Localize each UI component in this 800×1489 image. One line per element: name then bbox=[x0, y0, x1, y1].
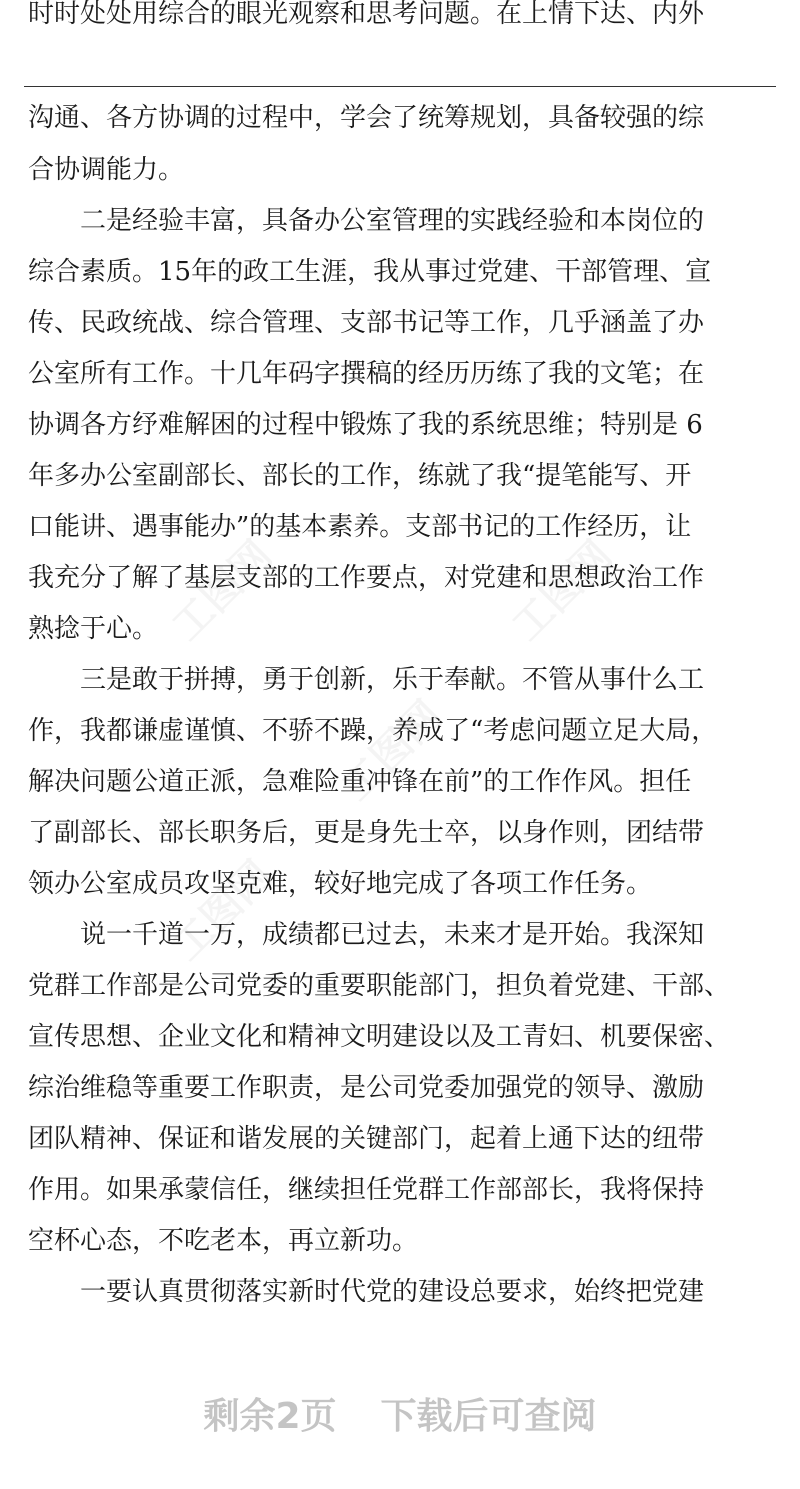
text-line: 解决问题公道正派，急难险重冲锋在前”的工作作风。担任 bbox=[28, 767, 692, 797]
text-line: 传、民政统战、综合管理、支部书记等工作，几乎涵盖了办 bbox=[28, 308, 705, 338]
text-line: 我充分了解了基层支部的工作要点，对党建和思想政治工作 bbox=[28, 563, 705, 593]
text-line: 协调各方纾难解困的过程中锻炼了我的系统思维；特别是 6 bbox=[28, 410, 703, 440]
text-line: 领办公室成员攻坚克难，较好地完成了各项工作任务。 bbox=[28, 869, 653, 899]
text-line: 沟通、各方协调的过程中，学会了统筹规划，具备较强的综 bbox=[28, 103, 705, 133]
text-line: 作用。如果承蒙信任，继续担任党群工作部部长，我将保持 bbox=[28, 1175, 705, 1205]
text-line: 三是敢于拼搏，勇于创新，乐于奉献。不管从事什么工 bbox=[28, 665, 705, 695]
text-line: 熟捻于心。 bbox=[28, 614, 159, 644]
text-line: 了副部长、部长职务后，更是身先士卒，以身作则，团结带 bbox=[28, 818, 705, 848]
text-line: 公室所有工作。十几年码字撰稿的经历历练了我的文笔；在 bbox=[28, 359, 705, 389]
text-line-top: 时时处处用综合的眼光观察和思考问题。在上情下达、内外 bbox=[28, 0, 705, 29]
text-line: 年多办公室副部长、部长的工作，练就了我“提笔能写、开 bbox=[28, 461, 692, 491]
text-line: 党群工作部是公司党委的重要职能部门，担负着党建、干部、 bbox=[28, 971, 731, 1001]
download-to-view-label: 下载后可查阅 bbox=[380, 1396, 597, 1437]
text-line: 团队精神、保证和谐发展的关键部门，起着上通下达的纽带 bbox=[28, 1124, 705, 1154]
download-prompt[interactable] bbox=[0, 1388, 800, 1439]
text-line: 宣传思想、企业文化和精神文明建设以及工青妇、机要保密、 bbox=[28, 1022, 731, 1052]
text-line: 合协调能力。 bbox=[28, 155, 185, 185]
text-line: 空杯心态，不吃老本，再立新功。 bbox=[28, 1226, 419, 1256]
text-line: 说一千道一万，成绩都已过去，未来才是开始。我深知 bbox=[28, 920, 705, 950]
text-line: 一要认真贯彻落实新时代党的建设总要求，始终把党建 bbox=[28, 1277, 705, 1307]
text-line: 口能讲、遇事能办”的基本素养。支部书记的工作经历，让 bbox=[28, 512, 692, 542]
page-divider bbox=[24, 86, 776, 87]
text-line: 作，我都谦虚谨慎、不骄不躁，养成了“考虑问题立足大局， bbox=[28, 716, 718, 746]
remaining-pages-label: 剩余2页 bbox=[203, 1396, 337, 1437]
text-line: 综合素质。15年的政工生涯，我从事过党建、干部管理、宣 bbox=[28, 257, 712, 287]
text-line: 综治维稳等重要工作职责，是公司党委加强党的领导、激励 bbox=[28, 1073, 705, 1103]
text-line: 二是经验丰富，具备办公室管理的实践经验和本岗位的 bbox=[28, 206, 705, 236]
